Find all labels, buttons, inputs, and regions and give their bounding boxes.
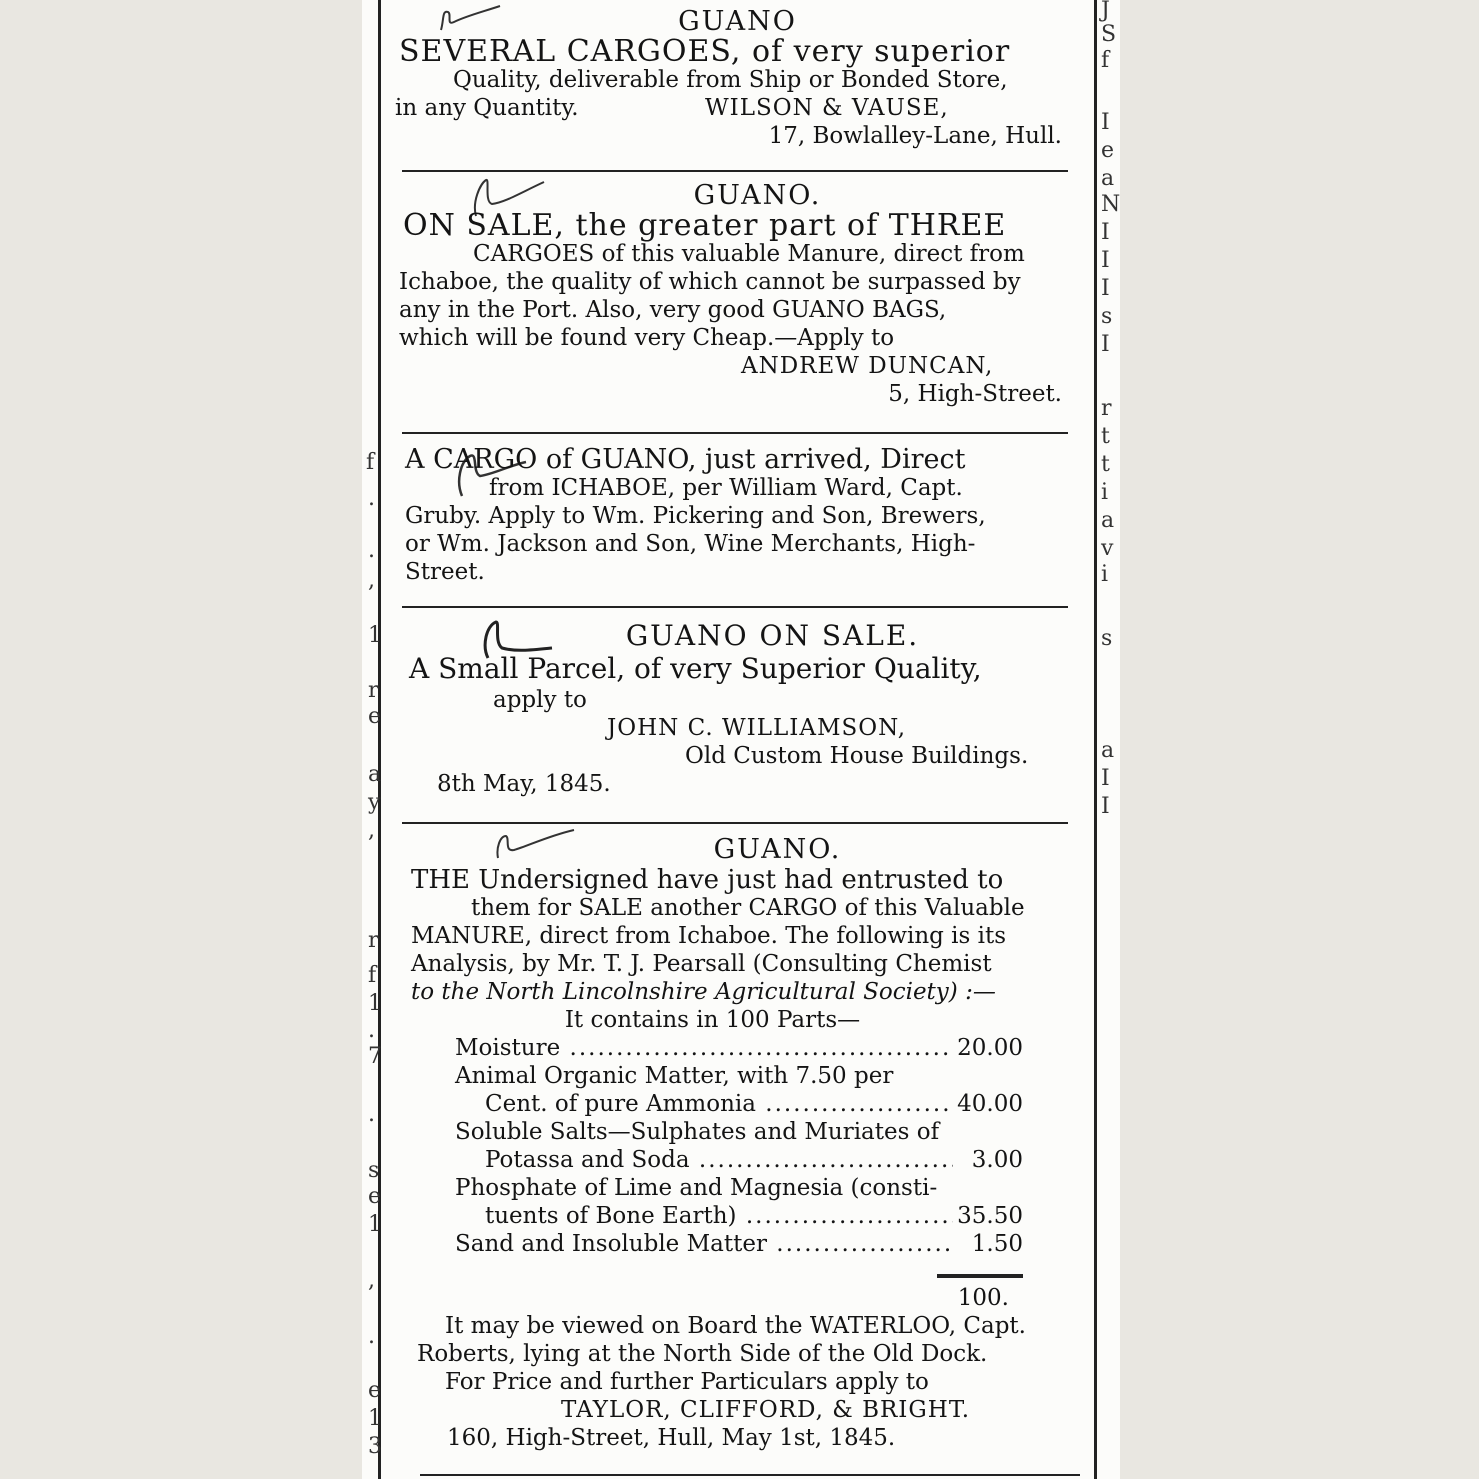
ad-line: CARGOES of this valuable Manure, direct from	[473, 241, 1025, 267]
analysis-value: 40.00	[957, 1091, 1023, 1117]
ad-heading: GUANO	[678, 6, 797, 37]
ad-line: A CARGO of GUANO, just arrived, Direct	[405, 444, 966, 475]
fragment: r	[1101, 396, 1112, 421]
fragment: ,	[368, 818, 375, 843]
ad-date: 8th May, 1845.	[437, 771, 611, 797]
fragment: 1	[368, 1406, 382, 1431]
advert-taylor-clifford-bright	[395, 834, 1070, 1452]
ad-line: Quality, deliverable from Ship or Bonded Store,	[453, 67, 1008, 93]
analysis-value: 35.50	[957, 1203, 1023, 1229]
analysis-row	[455, 1230, 1023, 1258]
analysis-value: 20.00	[957, 1035, 1023, 1061]
fragment: I	[1101, 766, 1110, 791]
ad-line: SEVERAL CARGOES, of very superior	[399, 34, 1011, 69]
fragment: a	[368, 762, 382, 787]
ad-line: or Wm. Jackson and Son, Wine Merchants, High-	[405, 531, 976, 557]
ad-divider	[402, 822, 1068, 824]
advertiser-name: JOHN C. WILLIAMSON,	[607, 715, 907, 741]
ad-line: For Price and further Particulars apply to	[445, 1369, 929, 1395]
analysis-label: Potassa and Soda .....	[485, 1146, 953, 1174]
left-column-rule	[378, 0, 381, 1479]
fragment: e	[368, 1378, 382, 1403]
fragment: y	[368, 790, 381, 815]
fragment: .	[368, 1018, 375, 1043]
advert-john-williamson	[395, 620, 1070, 798]
fragment: S	[1101, 22, 1117, 47]
analysis-table	[455, 1034, 1023, 1312]
fragment: e	[1101, 138, 1115, 163]
fragment: i	[1101, 562, 1109, 587]
ad-heading: GUANO.	[713, 834, 842, 865]
fragment: i	[1101, 480, 1109, 505]
ad-line: to the North Lincolnshire Agricultural Society) :—	[411, 979, 996, 1005]
ad-line: which will be found very Cheap.—Apply to	[399, 325, 895, 351]
fragment: a	[1101, 738, 1115, 763]
analysis-total: 100.	[957, 1285, 1009, 1311]
ad-line: them for SALE another CARGO of this Valuable	[471, 895, 1025, 921]
advert-pickering-jackson	[395, 446, 1070, 586]
fragment: N	[1101, 192, 1121, 217]
ad-line: It may be viewed on Board the WATERLOO, Capt.	[445, 1313, 1026, 1339]
fragment: s	[368, 1158, 380, 1183]
fragment: a	[1101, 508, 1115, 533]
fragment: e	[368, 704, 382, 729]
analysis-label: Sand and Insoluble Matter .....	[455, 1230, 953, 1258]
fragment: I	[1101, 248, 1110, 273]
analysis-row	[455, 1146, 1023, 1174]
ad-line: from ICHABOE, per William Ward, Capt.	[489, 475, 963, 501]
analysis-label: Soluble Salts—Sulphates and Muriates of	[455, 1119, 940, 1145]
fragment: t	[1101, 452, 1110, 477]
fragment: 3	[368, 1434, 382, 1459]
fragment: ,	[368, 1268, 375, 1293]
fragment: ,	[368, 568, 375, 593]
fragment: v	[1101, 536, 1114, 561]
fragment: s	[1101, 626, 1113, 651]
fragment: r	[368, 928, 379, 953]
ad-heading: GUANO ON SALE.	[625, 619, 920, 652]
analysis-label: Phosphate of Lime and Magnesia (consti-	[455, 1175, 938, 1201]
ad-line: Analysis, by Mr. T. J. Pearsall (Consulting Chemist	[411, 951, 992, 977]
fragment: f	[368, 963, 377, 988]
ad-line: in any Quantity.	[395, 95, 579, 121]
fragment: a	[1101, 166, 1115, 191]
analysis-row	[455, 1034, 1023, 1062]
fragment: r	[368, 678, 379, 703]
ad-divider	[420, 1474, 1080, 1476]
analysis-intro: It contains in 100 Parts—	[564, 1007, 861, 1033]
ad-line: ON SALE, the greater part of THREE	[403, 208, 1007, 243]
fragment: 7	[368, 1044, 382, 1069]
ad-line: Roberts, lying at the North Side of the Old Dock.	[417, 1341, 988, 1367]
advert-andrew-duncan	[395, 180, 1070, 408]
analysis-label: Animal Organic Matter, with 7.50 per	[455, 1063, 894, 1089]
ad-line-wrap	[395, 94, 1070, 122]
analysis-label: Moisture .....	[455, 1034, 953, 1062]
ad-heading: GUANO.	[693, 180, 822, 211]
ad-divider	[402, 606, 1068, 608]
fragment: f	[366, 450, 375, 475]
fragment: J	[1101, 0, 1110, 23]
ad-date: 160, High-Street, Hull, May 1st, 1845.	[447, 1425, 896, 1451]
fragment: I	[1101, 332, 1110, 357]
fragment: .	[368, 1102, 375, 1127]
fragment: .	[368, 538, 375, 563]
fragment: e	[368, 1184, 382, 1209]
advertiser-name: ANDREW DUNCAN,	[741, 353, 994, 379]
fragment: 1	[368, 991, 382, 1016]
fragment: I	[1101, 110, 1110, 135]
analysis-row	[455, 1202, 1023, 1230]
fragment: .	[368, 486, 375, 511]
fragment: I	[1101, 220, 1110, 245]
advertiser-address: Old Custom House Buildings.	[685, 743, 1029, 769]
ad-line: A Small Parcel, of very Superior Quality,	[409, 652, 982, 685]
ad-divider	[402, 170, 1068, 172]
fragment: .	[368, 1324, 375, 1349]
advertiser-name: WILSON & VAUSE,	[705, 95, 949, 121]
advertiser-address: 5, High-Street.	[888, 381, 1062, 407]
analysis-row	[455, 1090, 1023, 1118]
right-column-rule	[1094, 0, 1097, 1479]
analysis-label: Cent. of pure Ammonia .....	[485, 1090, 953, 1118]
advertiser-name: TAYLOR, CLIFFORD, & BRIGHT.	[561, 1397, 971, 1423]
fragment: 1	[368, 1212, 382, 1237]
ad-line: Street.	[405, 559, 485, 585]
fragment: s	[1101, 304, 1113, 329]
ad-line: Ichaboe, the quality of which cannot be surpassed by	[399, 269, 1021, 295]
fragment: t	[1101, 424, 1110, 449]
fragment: f	[1101, 48, 1110, 73]
advertiser-address: 17, Bowlalley-Lane, Hull.	[768, 123, 1062, 149]
fragment: I	[1101, 794, 1110, 819]
ad-divider	[402, 432, 1068, 434]
fragment: 1	[368, 623, 382, 648]
ad-line: THE Undersigned have just had entrusted to	[411, 865, 1004, 895]
analysis-value: 3.00	[971, 1147, 1023, 1173]
fragment: I	[1101, 276, 1110, 301]
advert-wilson-vause	[395, 6, 1070, 150]
ad-line: MANURE, direct from Ichaboe. The following is its	[411, 923, 1007, 949]
analysis-value: 1.50	[971, 1231, 1023, 1257]
ad-line: apply to	[493, 687, 587, 713]
ad-line: any in the Port. Also, very good GUANO BAGS,	[399, 297, 947, 323]
ad-line: Gruby. Apply to Wm. Pickering and Son, Brewers,	[405, 503, 986, 529]
sum-rule	[937, 1274, 1023, 1278]
analysis-label: tuents of Bone Earth) .....	[485, 1202, 953, 1230]
